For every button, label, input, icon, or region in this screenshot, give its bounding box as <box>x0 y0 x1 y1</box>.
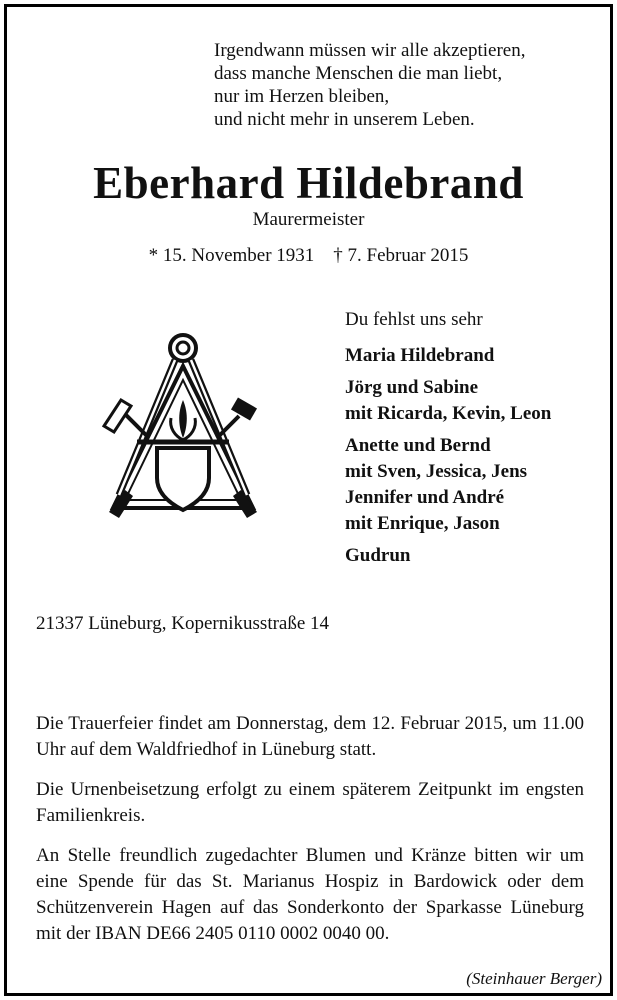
deceased-name: Eberhard Hildebrand <box>93 158 524 208</box>
poem <box>214 39 525 131</box>
mourner-line: Anette und Bernd <box>345 435 491 456</box>
mourner-line: mit Ricarda, Kevin, Leon <box>345 403 552 424</box>
funeral-info-paragraph: Die Trauerfeier findet am Donnerstag, dem 12. Februar 2015, um 11.00 Uhr auf dem Waldfriedhof in Lüneburg statt. <box>36 713 584 760</box>
mourner-line: Gudrun <box>345 545 411 566</box>
life-dates <box>7 245 610 267</box>
mourner-line: Jennifer und André <box>345 487 505 508</box>
mourner-line: Jörg und Sabine <box>345 377 479 398</box>
publisher-signature: (Steinhauer Berger) <box>466 969 602 988</box>
mourner-group <box>345 433 551 537</box>
poem-line: nur im Herzen bleiben, <box>214 86 390 107</box>
mourner-group <box>345 375 551 427</box>
poem-line: dass manche Menschen die man liebt, <box>214 63 503 84</box>
mourners-list <box>345 308 551 575</box>
deceased-profession: Maurermeister <box>252 209 365 230</box>
burial-info-paragraph: Die Urnenbeisetzung erfolgt zu einem späterem Zeitpunkt im engsten Familienkreis. <box>36 779 584 826</box>
announcement-text <box>36 711 584 961</box>
poem-line: und nicht mehr in unserem Leben. <box>214 109 475 130</box>
mourner-group <box>345 343 551 369</box>
mourner-line: mit Sven, Jessica, Jens <box>345 461 528 482</box>
mourner-line: Maria Hildebrand <box>345 345 495 366</box>
address: 21337 Lüneburg, Kopernikusstraße 14 <box>36 613 330 634</box>
mourner-group <box>345 543 551 569</box>
mourner-line: mit Enrique, Jason <box>345 513 500 534</box>
poem-line: Irgendwann müssen wir alle akzeptieren, <box>214 40 526 61</box>
mourners-intro: Du fehlst uns sehr <box>345 309 483 330</box>
death-date: † 7. Februar 2015 <box>333 245 469 266</box>
mason-emblem-icon <box>99 330 267 520</box>
obituary-notice <box>4 4 613 996</box>
birth-date: * 15. November 1931 <box>148 245 315 266</box>
donation-paragraph: An Stelle freundlich zugedachter Blumen und Kränze bitten wir um eine Spende für das St. Marianus Hospiz in Bardowick oder dem Schützenverein Hagen auf das Sonderkonto der Sparkasse Lüneburg mit der IBAN DE66 2405 0110 0002 0040 00. <box>36 845 584 944</box>
